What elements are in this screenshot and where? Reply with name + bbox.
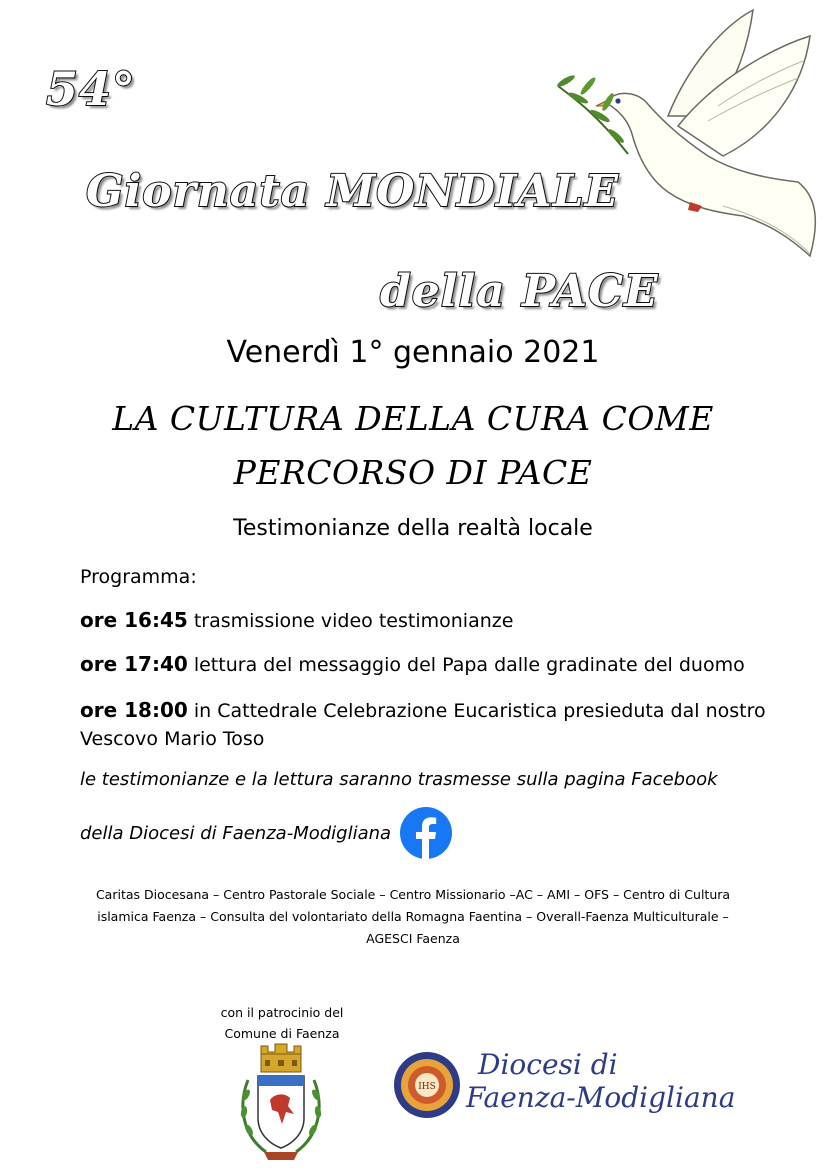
title-line-1: Giornata MONDIALE — [86, 166, 620, 217]
facebook-note-line-1: le testimonianze e la lettura saranno trasmesse sulla pagina Facebook — [80, 769, 718, 790]
event-date: Venerdì 1° gennaio 2021 — [226, 335, 600, 370]
program-text: lettura del messaggio del Papa dalle gradinate del duomo — [193, 654, 745, 676]
program-item — [80, 698, 766, 722]
diocese-name — [466, 1048, 735, 1114]
diocese-name-line-1: Diocesi di — [478, 1048, 618, 1081]
theme-line-1: LA CULTURA DELLA CURA COME — [112, 399, 714, 438]
program-time: ore 18:00 — [80, 698, 188, 722]
diocese-seal-icon — [392, 1050, 462, 1120]
program-item — [80, 608, 513, 632]
patronage — [192, 1002, 372, 1044]
svg-text:IHS: IHS — [418, 1082, 436, 1092]
patronage-line: con il patrocinio del — [220, 1005, 344, 1020]
program-text-continued: Vescovo Mario Toso — [80, 728, 265, 750]
edition-number: 54° — [46, 62, 137, 116]
dove-icon — [548, 6, 824, 276]
program-time: ore 16:45 — [80, 608, 188, 632]
program-text: trasmissione video testimonianze — [193, 610, 514, 632]
organizers-line: islamica Faenza – Consulta del volontariato della Romagna Faentina – Overall-Faenza Multiculturale – — [97, 909, 729, 924]
program-text: in Cattedrale Celebrazione Eucaristica presieduta dal nostro — [193, 700, 766, 722]
organizers-line: AGESCI Faenza — [366, 931, 460, 946]
faenza-crest-icon — [236, 1040, 326, 1164]
program-time: ore 17:40 — [80, 652, 188, 676]
event-subtitle: Testimonianze della realtà locale — [233, 516, 593, 541]
facebook-icon[interactable] — [399, 806, 453, 860]
title-line-2: della PACE — [380, 266, 659, 317]
organizers-line: Caritas Diocesana – Centro Pastorale Sociale – Centro Missionario –AC – AMI – OFS – Centro di Cultura — [95, 887, 731, 902]
program-item — [80, 652, 745, 676]
program-heading: Programma: — [80, 566, 197, 588]
organizers — [60, 884, 766, 950]
facebook-note-line-2: della Diocesi di Faenza-Modigliana — [80, 823, 392, 844]
patronage-line: Comune di Faenza — [224, 1026, 340, 1041]
theme-line-2: PERCORSO DI PACE — [233, 453, 593, 492]
diocese-name-line-2: Faenza-Modigliana — [466, 1081, 736, 1114]
